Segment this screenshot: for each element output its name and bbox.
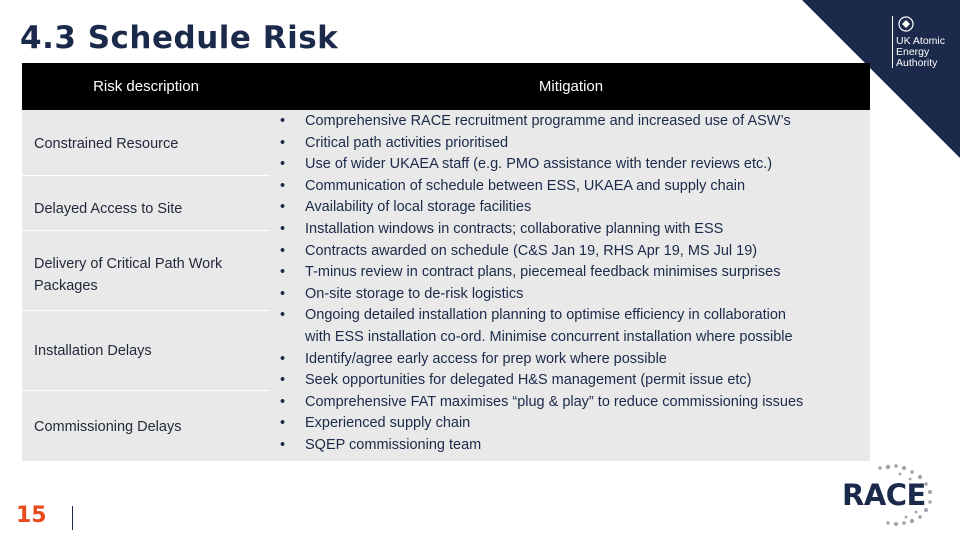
mitigation-text: Experienced supply chain: [305, 415, 471, 432]
mitigation-text: Comprehensive FAT maximises “plug & play” to reduce commissioning issues: [305, 393, 804, 410]
bullet-icon: •: [280, 350, 286, 367]
mitigation-text: Contracts awarded on schedule (C&S Jan 19, RHS Apr 19, MS Jul 19): [305, 242, 758, 259]
mitigation-text: On-site storage to de-risk logistics: [305, 285, 524, 302]
mitigation-list: [272, 111, 870, 457]
bullet-icon: •: [280, 285, 286, 302]
list-item: [272, 133, 870, 155]
mitigation-text: Seek opportunities for delegated H&S management (permit issue etc): [305, 372, 752, 389]
risk-item: Delayed Access to Site: [34, 201, 183, 217]
bullet-icon: •: [280, 436, 286, 453]
list-item: [272, 413, 870, 435]
mitigation-text: T-minus review in contract plans, piecemeal feedback minimises surprises: [305, 264, 781, 281]
mitigation-text: Identify/agree early access for prep work where possible: [305, 350, 667, 367]
row-divider: [22, 175, 270, 176]
bullet-icon: •: [280, 156, 286, 173]
risk-item: Constrained Resource: [34, 136, 179, 152]
bullet-icon: •: [280, 415, 286, 432]
header-mitigation: Mitigation: [538, 78, 604, 95]
bullet-icon: •: [280, 242, 286, 259]
bullet-icon: •: [280, 134, 286, 151]
ukaea-logo-text: [896, 36, 945, 69]
list-item: [272, 262, 870, 284]
row-divider: [22, 230, 270, 231]
logo-line: Energy: [896, 46, 930, 58]
mitigation-text: SQEP commissioning team: [305, 436, 482, 453]
list-item: [272, 219, 870, 241]
mitigation-text: Communication of schedule between ESS, UKAEA and supply chain: [305, 177, 746, 194]
race-logo: RACE: [842, 478, 926, 512]
mitigation-text: Availability of local storage facilities: [305, 199, 532, 216]
list-item: [272, 284, 870, 306]
list-item: [272, 154, 870, 176]
row-divider: [22, 310, 270, 311]
risk-item: Delivery of Critical Path Work Packages: [34, 256, 223, 294]
bullet-icon: •: [280, 372, 286, 389]
page-number-divider: [72, 506, 73, 530]
list-item: [272, 111, 870, 133]
list-item: [272, 197, 870, 219]
risk-table: [22, 63, 870, 461]
mitigation-text: Ongoing detailed installation planning to optimise efficiency in collaboration with ESS installation co-ord. Minimise concurrent installation where possible: [305, 307, 793, 345]
list-item: [272, 176, 870, 198]
logo-line: Authority: [896, 57, 938, 69]
bullet-icon: •: [280, 177, 286, 194]
list-item: [272, 305, 870, 348]
row-divider: [22, 390, 270, 391]
list-item: [272, 392, 870, 414]
list-item: [272, 435, 870, 457]
bullet-icon: •: [280, 113, 286, 129]
list-item: [272, 241, 870, 263]
table-header: [22, 63, 870, 110]
bullet-icon: •: [280, 307, 286, 324]
mitigation-text: Use of wider UKAEA staff (e.g. PMO assistance with tender reviews etc.): [305, 156, 773, 173]
mitigation-text: Comprehensive RACE recruitment programme and increased use of ASW’s: [305, 113, 791, 129]
mitigation-text: Installation windows in contracts; collaborative planning with ESS: [305, 220, 724, 237]
header-risk-description: Risk description: [93, 78, 199, 95]
slide-title: 4.3 Schedule Risk: [20, 20, 339, 56]
list-item: [272, 349, 870, 371]
mitigation-text: Critical path activities prioritised: [305, 134, 509, 151]
logo-divider: [892, 16, 893, 68]
bullet-icon: •: [280, 393, 286, 410]
list-item: [272, 370, 870, 392]
risk-item: Commissioning Delays: [34, 419, 182, 435]
bullet-icon: •: [280, 199, 286, 216]
logo-line: UK Atomic: [896, 35, 946, 47]
risk-item: Installation Delays: [34, 343, 152, 359]
page-number: 15: [16, 503, 47, 528]
bullet-icon: •: [280, 220, 286, 237]
crest-icon: [897, 15, 915, 33]
bullet-icon: •: [280, 264, 286, 281]
